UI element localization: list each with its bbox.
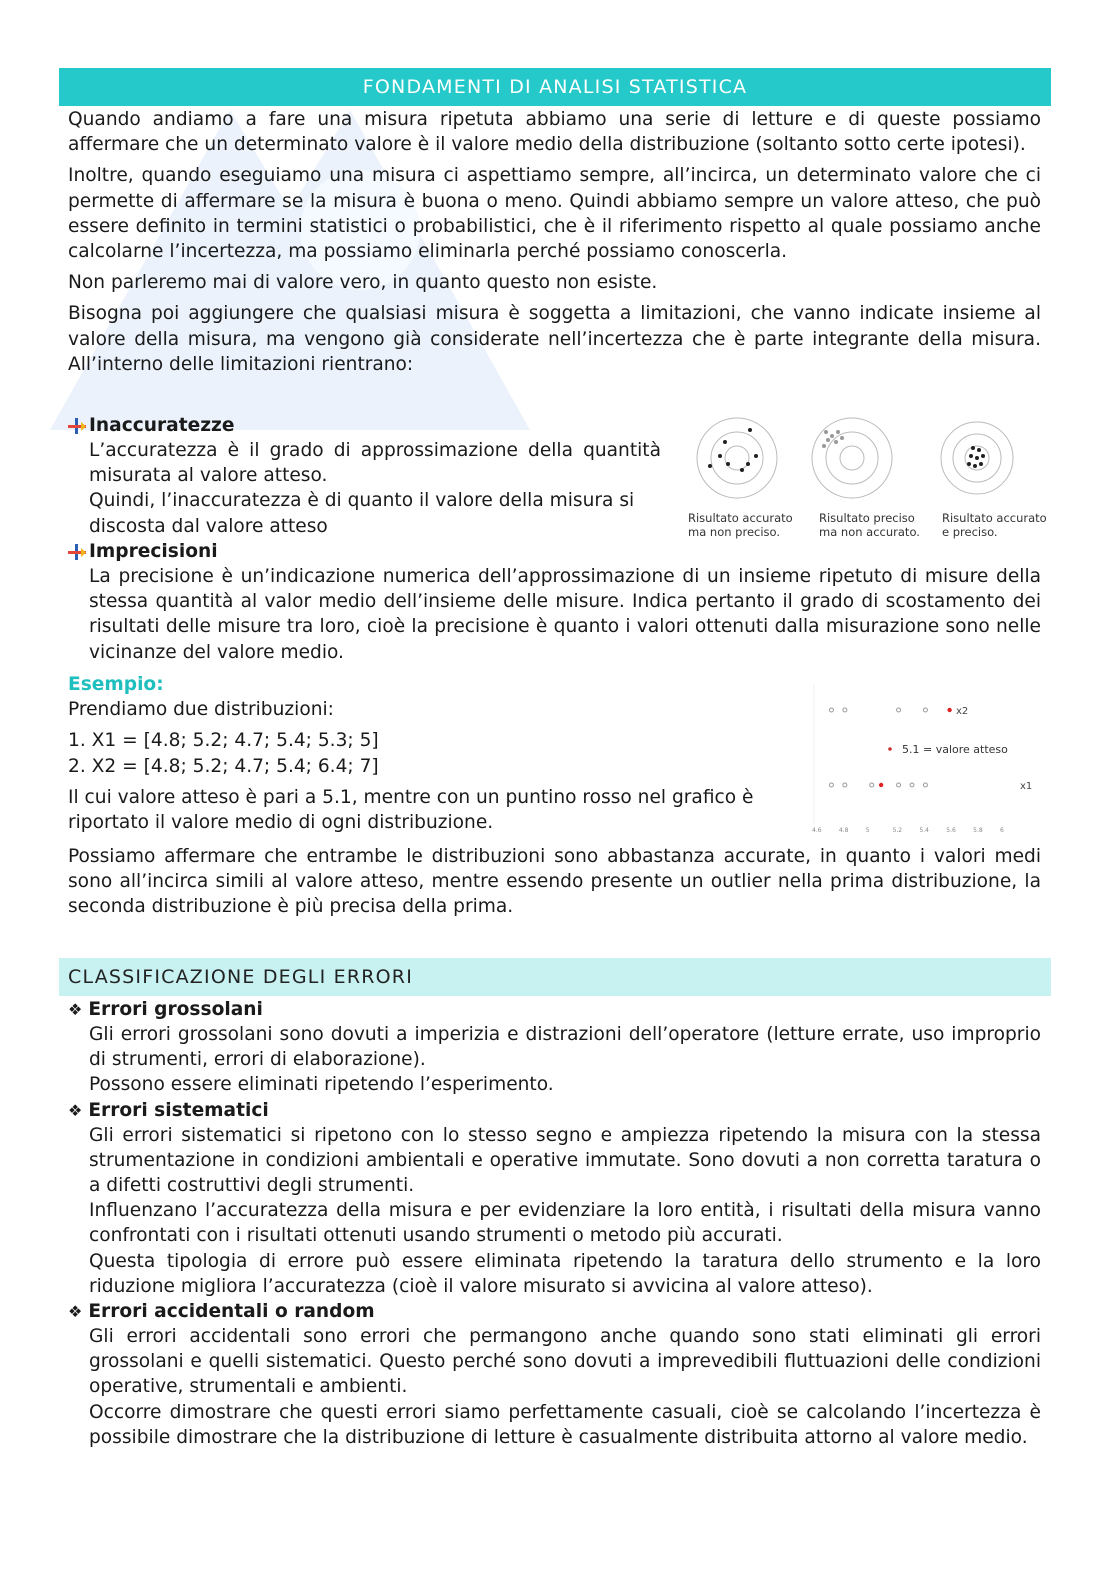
chart-xtick-6: 5.8 [973,827,983,834]
bullet-errori-accidentali: ❖ Errori accidentali o random [68,1301,375,1323]
target-caption-3-line1: Risultato accurato [942,511,1047,525]
target-caption-2-line2: ma non accurato. [819,525,920,539]
section-title-errori: CLASSIFICAZIONE DEGLI ERRORI [59,958,1051,996]
diamond-bullet-icon: ❖ [68,1100,83,1120]
esempio-label: Esempio: [68,674,164,695]
sistematici-text-1: Gli errori sistematici si ripetono con lo stesso segno e ampiezza ripetendo la misura con la stessa strumentazione in condizioni ambientali e operative immutate. Sono dovuti a non corretta taratura o a difetti costruttivi degli strumenti. [89,1124,1041,1197]
chart-xtick-1: 4.8 [838,827,849,834]
grossolani-text-2: Possono essere eliminati ripetendo l’esperimento. [89,1074,554,1096]
esempio-block [68,672,788,835]
target-caption-3-line2: e preciso. [942,525,998,539]
esempio-intro: Prendiamo due distribuzioni: [68,699,334,721]
bullet-imprecisioni: Imprecisioni [68,539,1041,564]
accuracy-precision-targets [680,412,1050,547]
grossolani-text-1: Gli errori grossolani sono dovuti a imperizia e distrazioni dell’operatore (letture errate, uso improprio di strumenti, errori di elaborazione). [89,1024,1041,1071]
chart-xtick-2: 5 [865,827,870,834]
sistematici-text-3: Questa tipologia di errore può essere eliminata ripetendo la taratura dello strumento e la loro riduzione migliora l’accuratezza (cioè il valore misurato si avvicina al valore atteso). [89,1250,1041,1297]
chart-point-x2-3 [923,708,927,712]
paragraph-4: Bisogna poi aggiungere che qualsiasi misura è soggetta a limitazioni, che vanno indicate insieme al valore della misura, ma vengono già considerate nell’incertezza che è parte integrante della misura. All’interno delle limitazioni rientrano: [68,303,1041,375]
chart-series-label-x2: x2 [956,706,969,717]
chart-point-x2-0 [829,708,833,712]
chart-point-x1-4 [910,783,914,787]
arrow-bullet-icon [68,544,86,560]
conclusion-block [68,844,1041,920]
chart-point-x1-1 [843,783,847,787]
target-caption-1-line2: ma non preciso. [688,525,781,539]
bullet-inaccuratezze: Inaccuratezze [68,413,661,438]
diamond-bullet-icon: ❖ [68,1000,83,1019]
section-title-statistica: FONDAMENTI DI ANALISI STATISTICA [59,68,1051,106]
target-accurate-and-precise [941,422,1013,494]
chart-mean-x2 [947,708,951,712]
accidentali-text-1: Gli errori accidentali sono errori che permangono anche quando sono stati eliminati gli errori grossolani e quelli sistematici. Questo perché sono dovuti a imprevedibili fluttuazioni delle condizioni operative, strumentali e ambienti. [89,1326,1041,1398]
target-accurate-not-precise [697,418,777,498]
target-precise-not-accurate [812,418,892,498]
errori-block [68,997,1041,1450]
chart-mean-x1 [879,783,883,787]
sistematici-text-2: Influenzano l’accuratezza della misura e per evidenziare la loro entità, i risultati della misura vanno confrontati con i risultati ottenuti usando strumenti o metodo più accurati. [89,1200,1041,1247]
imprecisioni-text: La precisione è un’indicazione numerica dell’approssimazione di un insieme ripetuto di misure della stessa quantità al valor medio dell’insieme delle misure. Indica pertanto il grado di scostamento dei risultati delle misure tra loro, cioè la precisione è quanto i valori ottenuti dalla misurazione sono nelle vicinanze del valore medio. [89,566,1041,663]
paragraph-3: Non parleremo mai di valore vero, in quanto questo non esiste. [68,272,658,294]
esempio-conclusion: Possiamo affermare che entrambe le distribuzioni sono abbastanza accurate, in quanto i valori medi sono all’incirca simili al valore atteso, mentre essendo presente un outlier nella prima distribuzione, la seconda distribuzione è più precisa della prima. [68,846,1041,918]
arrow-bullet-icon [68,418,86,434]
chart-point-x2-2 [897,708,901,712]
target-caption-1-line1: Risultato accurato [688,511,793,525]
chart-xtick-3: 5.2 [892,827,903,834]
chart-xtick-7: 6 [1000,827,1004,834]
esempio-desc: Il cui valore atteso è pari a 5.1, mentre con un puntino rosso nel grafico è riportato il valore medio di ogni distribuzione. [68,786,754,834]
inaccuratezze-text-2: Quindi, l’inaccuratezza è di quanto il valore della misura si discosta dal valore atteso [89,490,635,537]
chart-xtick-5: 5.6 [946,827,956,834]
chart-point-x1-2 [870,783,874,787]
annotation-marker [888,747,892,751]
esempio-x1: 1. X1 = [4.8; 5.2; 4.7; 5.4; 5.3; 5] [68,730,379,752]
inaccuratezze-block [68,413,661,539]
paragraph-1: Quando andiamo a fare una misura ripetuta abbiamo una serie di letture e di queste possiamo affermare che un determinato valore è il valore medio della distribuzione (soltanto sotto certe ipotesi). [68,109,1041,156]
chart-point-x2-1 [843,708,847,712]
chart-xtick-0: 4.6 [812,827,822,834]
distribution-chart [806,680,1046,840]
target-caption-2-line1: Risultato preciso [819,511,915,525]
paragraph-2: Inoltre, quando eseguiamo una misura ci aspettiamo sempre, all’incirca, un determinato valore che ci permette di affermare se la misura è buona o meno. Quindi abbiamo sempre un valore atteso, che può essere definito in termini statistici o probabilistici, che è il riferimento rispetto al quale possiamo anche calcolarne l’incertezza, ma possiamo eliminarla perché possiamo conoscerla. [68,165,1041,263]
chart-series-label-x1: x1 [1020,781,1033,792]
esempio-x2: 2. X2 = [4.8; 5.2; 4.7; 5.4; 6.4; 7] [68,755,379,777]
imprecisioni-block [68,539,1041,665]
chart-xtick-4: 5.4 [919,827,929,834]
diamond-bullet-icon: ❖ [68,1302,83,1322]
accidentali-text-2: Occorre dimostrare che questi errori siamo perfettamente casuali, cioè se calcolando l’incertezza è possibile dimostrare che la distribuzione di letture è casualmente distribuita attorno al valore medio. [89,1401,1041,1448]
bullet-errori-sistematici: ❖ Errori sistematici [68,1099,269,1121]
chart-point-x1-5 [923,783,927,787]
chart-point-x1-0 [829,783,833,787]
bullet-errori-grossolani: ❖ Errori grossolani [68,999,263,1020]
intro-block [68,107,1041,377]
inaccuratezze-text-1: L’accuratezza è il grado di approssimazione della quantità misurata al valore atteso. [89,440,661,487]
chart-annotation: 5.1 = valore atteso [902,743,1008,756]
chart-point-x1-3 [897,783,901,787]
